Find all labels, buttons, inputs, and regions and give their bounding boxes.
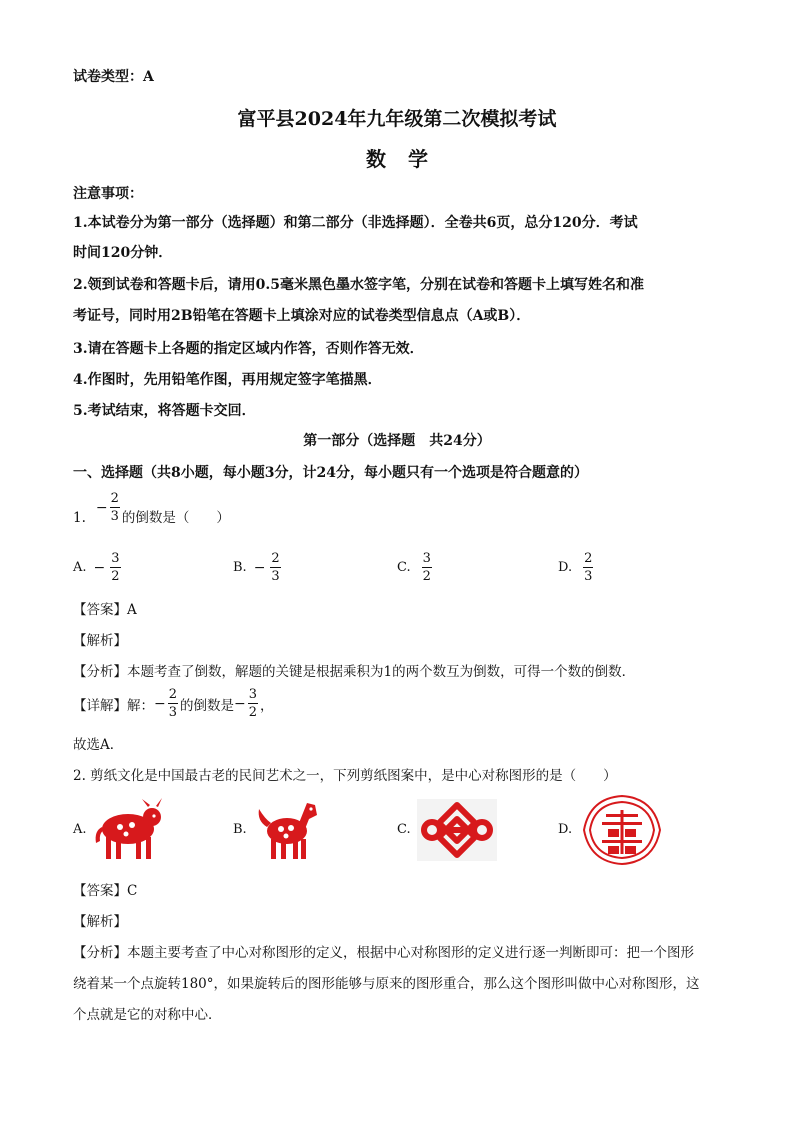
fraction [583,552,593,583]
minus-sign: − [95,499,108,516]
fraction [248,688,258,719]
fraction [110,492,120,523]
numerator: 2 [271,551,280,566]
question-1-conclusion: 故选A． [73,737,124,753]
question-2-option-c-label: C. [397,822,411,837]
fraction [168,688,178,719]
notes-heading: 注意事项： [73,186,143,202]
notes-item-2-line-1: 2.领到试卷和答题卡后，请用0.5毫米黑色墨水签字笔，分别在试卷和答题卡上填写姓名和准 [73,277,644,293]
minus-sign: − [154,695,166,712]
detail-prefix: 【详解】解： [73,697,154,714]
option-label: C. [397,560,411,575]
question-1-option-b [233,552,283,583]
numerator: 3 [248,687,258,702]
ox-papercut-icon [92,797,164,863]
question-2-stem: 2. 剪纸文化是中国最古老的民间艺术之一，下列剪纸图案中，是中心对称图形的是（ ） [73,768,617,784]
chinese-knot-papercut-icon [417,799,497,861]
numerator: 2 [584,551,593,566]
minus-sign: − [253,559,266,576]
question-number: 1. [73,510,86,526]
question-1-answer: 【答案】A [73,602,137,618]
question-1-stem [73,491,230,526]
question-1-analysis-tag: 【解析】 [73,633,127,649]
subject-title: 数学 [366,147,450,171]
numerator: 2 [168,687,178,702]
detail-text: 的倒数是 [180,697,235,714]
denominator: 3 [584,569,593,584]
question-2-analysis-line-2: 绕着某一个点旋转180°，如果旋转后的图形能够与原来的图形重合，那么这个图形叫做中心对称图形，这 [73,976,700,992]
question-1-option-c [397,552,434,583]
minus-sign: − [93,559,106,576]
horse-papercut-icon [253,797,325,863]
question-2-analysis-tag: 【解析】 [73,914,127,930]
notes-item-2-line-2: 考证号，同时用2B铅笔在答题卡上填涂对应的试卷类型信息点（A或B）． [73,308,531,324]
numerator: 2 [110,491,119,506]
denominator: 3 [168,705,178,720]
question-2-option-b-label: B. [233,822,247,837]
part-one-heading: 第一部分（选择题 共24分） [303,433,491,449]
option-label: D. [558,560,573,575]
notes-item-5: 5.考试结束，将答题卡交回． [73,403,256,419]
question-1-option-d [558,552,595,583]
exam-title: 富平县2024年九年级第二次模拟考试 [237,108,557,130]
denominator: 2 [111,569,120,584]
question-2-analysis-line-1: 【分析】本题主要考查了中心对称图形的定义，根据中心对称图形的定义进行逐一判断即可：把一个图形 [73,945,694,961]
question-2-analysis-line-3: 个点就是它的对称中心． [73,1007,222,1023]
question-2-option-a-label: A. [73,822,87,837]
notes-item-3: 3.请在答题卡上各题的指定区域内作答，否则作答无效． [73,341,424,357]
question-1-option-a [73,552,123,583]
paper-type-label: 试卷类型：A [73,69,154,85]
question-1-detail [73,688,274,719]
question-1-stem-text: 的倒数是（ ） [121,510,230,526]
denominator: 3 [271,569,280,584]
fraction [422,552,432,583]
numerator: 3 [422,551,431,566]
notes-item-4: 4.作图时，先用铅笔作图，再用规定签字笔描黑． [73,372,382,388]
denominator: 2 [422,569,431,584]
option-label: A. [73,560,87,575]
numerator: 3 [111,551,120,566]
question-1-analysis: 【分析】本题考查了倒数，解题的关键是根据乘积为1的两个数互为倒数，可得一个数的倒数． [73,664,636,680]
double-happiness-papercut-icon [580,792,664,868]
fraction [270,552,280,583]
fraction [110,552,120,583]
option-label: B. [233,560,247,575]
denominator: 2 [248,705,258,720]
notes-item-1-line-1: 1.本试卷分为第一部分（选择题）和第二部分（非选择题）．全卷共6页，总分120分．考试 [73,215,638,231]
question-2-answer: 【答案】C [73,883,138,899]
detail-end: ， [260,697,274,714]
section-one-heading: 一、选择题（共8小题，每小题3分，计24分，每小题只有一个选项是符合题意的） [73,465,588,481]
denominator: 3 [110,509,119,524]
minus-sign: − [234,695,246,712]
question-2-option-d-label: D. [558,822,573,837]
notes-item-1-line-2: 时间120分钟． [73,245,173,261]
